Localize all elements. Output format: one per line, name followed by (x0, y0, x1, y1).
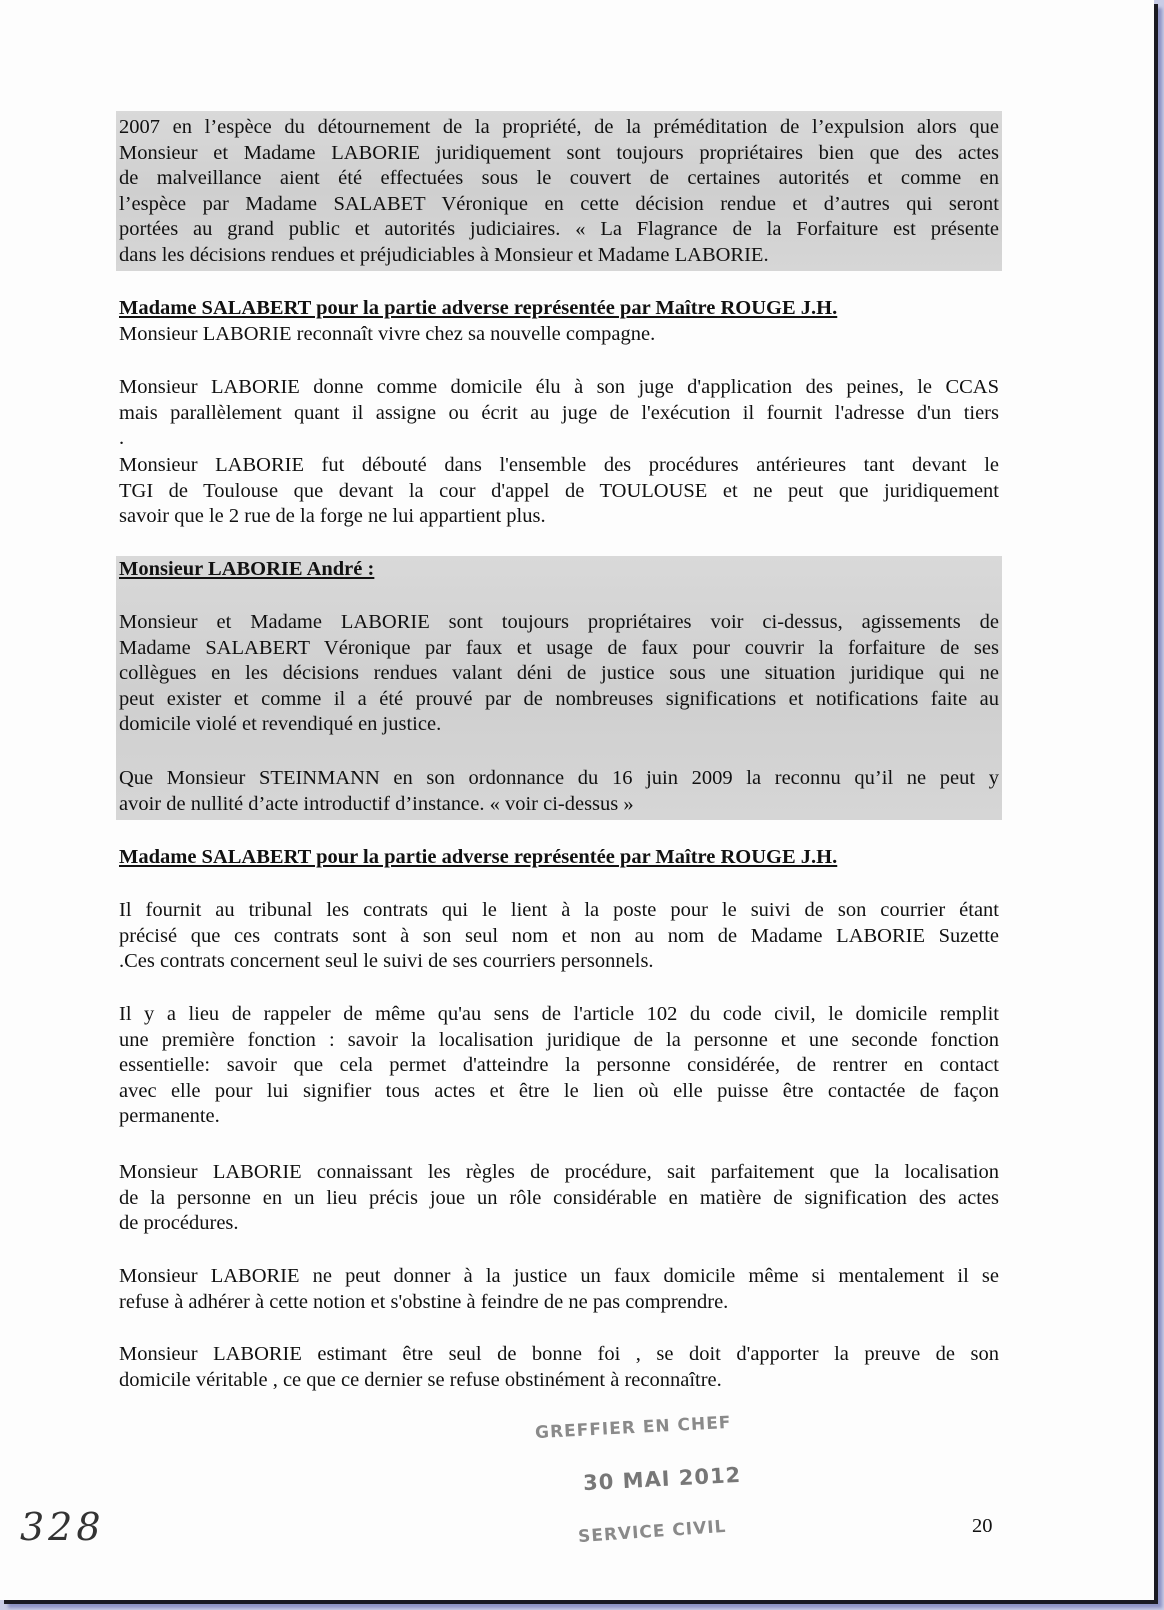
paragraph-7 (119, 1002, 999, 1130)
text-line: avec elle pour lui signifier tous actes et être le lien où elle puisse être contactée de façon (119, 1079, 999, 1102)
paragraph-intro (119, 115, 999, 269)
text-line: collègues en les décisions rendues valant déni de justice sous une situation juridique qui ne (119, 662, 999, 685)
text-line: savoir que le 2 rue de la forge ne lui appartient plus. (119, 505, 546, 528)
text-line: essentielle: savoir que cela permet d'atteindre la personne considérée, de rentrer en contact (119, 1054, 999, 1077)
text-line: une première fonction : savoir la localisation juridique de la personne et une seconde fonction (119, 1028, 999, 1051)
text-line: de malveillance aient été effectuées sous le couvert de certaines autorités et comme en (119, 167, 999, 190)
text-line: domicile véritable , ce que ce dernier se refuse obstinément à reconnaître. (119, 1368, 722, 1391)
paragraph-2 (119, 375, 999, 452)
text-line: Monsieur et Madame LABORIE sont toujours propriétaires voir ci-dessus, agissements de (119, 611, 999, 633)
text-line: mais parallèlement quant il assigne ou écrit au juge de l'exécution il fournit l'adresse d'un tiers (119, 401, 999, 424)
text-line: TGI de Toulouse que devant la cour d'appel de TOULOUSE et ne peut que juridiquement (119, 479, 999, 502)
paragraph-4 (119, 610, 999, 738)
text-line: Monsieur LABORIE fut débouté dans l'ensemble des procédures antérieures tant devant le (119, 454, 999, 476)
text-line: peut exister et comme il a été prouvé par de nombreuses significations et notifications faite au (119, 687, 999, 710)
stamp-greffier: GREFFIER EN CHEF (534, 1412, 732, 1444)
paragraph-1 (119, 322, 999, 348)
paragraph-5 (119, 766, 999, 817)
text-line: refuse à adhérer à cette notion et s'obstine à feindre de ne pas comprendre. (119, 1290, 729, 1313)
text-line: dans les décisions rendues et préjudiciables à Monsieur et Madame LABORIE. (119, 243, 769, 266)
text-line: de la personne en un lieu précis joue un rôle considérable en matière de signification des actes (119, 1186, 999, 1209)
section-heading-laborie: Monsieur LABORIE André : (119, 558, 375, 580)
handwritten-folio-number: 328 (20, 1505, 105, 1549)
text-line: avoir de nullité d’acte introductif d’instance. « voir ci-dessus » (119, 792, 634, 815)
paragraph-9 (119, 1264, 999, 1315)
text-line: portées au grand public et autorités judiciaires. « La Flagrance de la Forfaiture est présente (119, 218, 999, 241)
text-line: .Ces contrats concernent seul le suivi de ses courriers personnels. (119, 950, 654, 973)
stamp-service: SERVICE CIVIL (577, 1516, 728, 1548)
text-line: Monsieur LABORIE ne peut donner à la justice un faux domicile même si mentalement il se (119, 1265, 999, 1287)
stamp-date: 30 MAI 2012 (582, 1462, 742, 1496)
text-line: Que Monsieur STEINMANN en son ordonnance du 16 juin 2009 la reconnu qu’il ne peut y (119, 767, 999, 789)
text-line: . (119, 427, 125, 450)
text-line: Madame SALABERT Véronique par faux et usage de faux pour couvrir la forfaiture de ses (119, 636, 999, 659)
text-line: Monsieur et Madame LABORIE juridiquement sont toujours propriétaires bien que des actes (119, 141, 999, 164)
section-heading-salabert-2: Madame SALABERT pour la partie adverse représentée par Maître ROUGE J.H. (119, 846, 838, 868)
text-line: permanente. (119, 1105, 220, 1128)
text-line: Monsieur LABORIE connaissant les règles de procédure, sait parfaitement que la localisation (119, 1161, 999, 1183)
text-line: précisé que ces contrats sont à son seul nom et non au nom de Madame LABORIE Suzette (119, 924, 999, 947)
text-line: Monsieur LABORIE reconnaît vivre chez sa nouvelle compagne. (119, 323, 656, 345)
paragraph-3 (119, 453, 999, 530)
text-line: Il fournit au tribunal les contrats qui le lient à la poste pour le suivi de son courrier étant (119, 899, 999, 921)
paragraph-6 (119, 898, 999, 975)
paragraph-10 (119, 1342, 999, 1393)
section-heading-salabert-1: Madame SALABERT pour la partie adverse représentée par Maître ROUGE J.H. (119, 297, 838, 319)
text-line: de procédures. (119, 1212, 239, 1235)
text-line: Monsieur LABORIE estimant être seul de bonne foi , se doit d'apporter la preuve de son (119, 1343, 999, 1365)
paragraph-8 (119, 1160, 999, 1237)
page-number: 20 (972, 1515, 993, 1537)
text-line: 2007 en l’espèce du détournement de la propriété, de la préméditation de l’expulsion alors que (119, 116, 999, 138)
text-line: Monsieur LABORIE donne comme domicile élu à son juge d'application des peines, le CCAS (119, 376, 999, 398)
text-line: domicile violé et revendiqué en justice. (119, 713, 442, 736)
text-line: Il y a lieu de rappeler de même qu'au sens de l'article 102 du code civil, le domicile remplit (119, 1003, 999, 1025)
text-line: l’espèce par Madame SALABET Véronique en cette décision rendue et d’autres qui seront (119, 192, 999, 215)
